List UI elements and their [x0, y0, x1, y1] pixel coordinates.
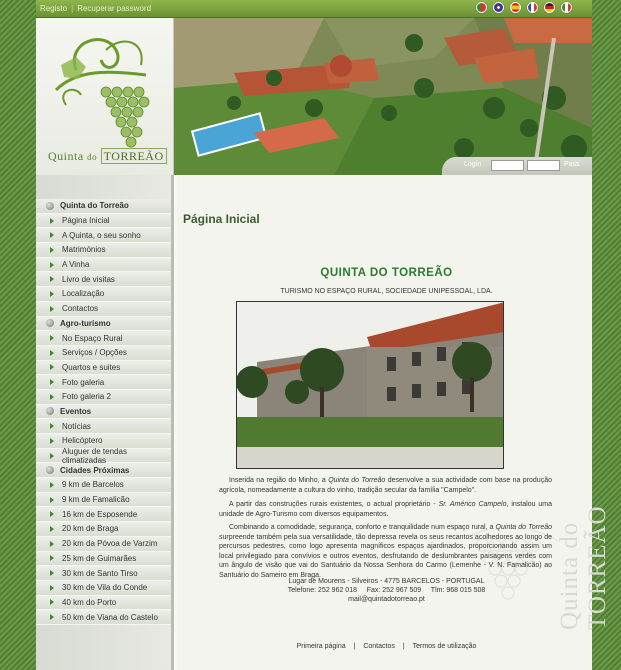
intro-paragraph-1: Inserida na região do Minho, a Quinta do Torreão desenvolve a sua actividade com base na produção agrícola, nomeadamente a cultura do vinho, tradição secular da família "Campelo".: [219, 477, 552, 494]
contact-info: [219, 577, 554, 604]
sidebar-item-label: Página Inicial: [62, 216, 110, 226]
arrow-right-icon: [50, 555, 54, 561]
arrow-right-icon: [50, 585, 54, 591]
sidebar-item[interactable]: [36, 610, 171, 625]
sidebar-item-label: 20 km de Braga: [62, 524, 119, 534]
sidebar-item-label: Serviços / Opções: [62, 348, 127, 358]
sidebar-item[interactable]: [36, 493, 171, 508]
sidebar-item-label: 30 km de Vila do Conde: [62, 583, 148, 593]
sidebar-item[interactable]: [36, 390, 171, 405]
bullet-icon: [46, 202, 54, 210]
bullet-icon: [46, 319, 54, 327]
portuguese-flag-icon[interactable]: [476, 2, 487, 13]
sidebar-item[interactable]: [36, 331, 171, 346]
sidebar-item[interactable]: [36, 581, 171, 596]
page: [36, 0, 611, 670]
arrow-right-icon: [50, 614, 54, 620]
sidebar-item[interactable]: [36, 596, 171, 611]
sidebar-item-label: Foto galeria 2: [62, 392, 111, 402]
sidebar-section-title: Eventos: [60, 406, 92, 416]
sidebar-item-label: Contactos: [62, 304, 99, 314]
login-username-input[interactable]: [491, 160, 524, 171]
italian-flag-icon[interactable]: [561, 2, 572, 13]
sidebar-item-label: 40 km do Porto: [62, 597, 117, 607]
sidebar-item[interactable]: [36, 522, 171, 537]
arrow-right-icon: [50, 364, 54, 370]
footer-terms-link[interactable]: Termos de utilização: [412, 643, 477, 650]
sidebar-item[interactable]: [36, 537, 171, 552]
login-password-input[interactable]: [527, 160, 560, 171]
footer-contacts-link[interactable]: Contactos: [363, 643, 395, 650]
sidebar-section-header: [36, 199, 171, 214]
arrow-right-icon: [50, 379, 54, 385]
address-line: Lugar de Mourens - Silveiros - 4775 BARCELOS - PORTUGAL: [288, 578, 485, 585]
arrow-right-icon: [50, 394, 54, 400]
sidebar-item[interactable]: [36, 375, 171, 390]
sidebar-item[interactable]: [36, 346, 171, 361]
footer-links: [219, 643, 554, 650]
sidebar-item-label: Helicóptero: [62, 436, 103, 446]
sidebar-item-label: 30 km de Santo Tirso: [62, 568, 138, 578]
logo-torreao: TORREÃO: [101, 148, 167, 164]
sidebar-section-title: Quinta do Torreão: [60, 201, 129, 211]
arrow-right-icon: [50, 247, 54, 253]
main-subheading: TURISMO NO ESPAÇO RURAL, SOCIEDADE UNIPESSOAL, LDA.: [280, 288, 493, 295]
page-title: Página Inicial: [183, 212, 260, 226]
sidebar-item[interactable]: [36, 302, 171, 317]
top-links: [40, 4, 155, 13]
arrow-right-icon: [50, 218, 54, 224]
german-flag-icon[interactable]: [544, 2, 555, 13]
building-photo: [236, 301, 504, 469]
sidebar-item-label: Quartos e suites: [62, 362, 121, 372]
recover-password-link[interactable]: Recuperar password: [77, 4, 152, 13]
arrow-right-icon: [50, 497, 54, 503]
sidebar-item-label: 9 km de Famalicão: [62, 495, 130, 505]
watermark-text: Quinta do TORREÃO: [556, 505, 611, 630]
sidebar: [36, 175, 174, 670]
arrow-right-icon: [50, 482, 54, 488]
footer-separator: |: [353, 643, 356, 650]
sidebar-item-label: Livro de visitas: [62, 274, 115, 284]
sidebar-item[interactable]: [36, 243, 171, 258]
arrow-right-icon: [50, 453, 54, 459]
logo-quinta: Quinta: [48, 149, 84, 163]
sidebar-item[interactable]: [36, 566, 171, 581]
sidebar-item-label: Matrimónios: [62, 245, 106, 255]
main-content: [177, 175, 611, 670]
french-flag-icon[interactable]: [527, 2, 538, 13]
sidebar-item[interactable]: [36, 552, 171, 567]
arrow-right-icon: [50, 526, 54, 532]
arrow-right-icon: [50, 570, 54, 576]
sidebar-item[interactable]: [36, 446, 171, 465]
sidebar-item-label: A Vinha: [62, 260, 90, 270]
email-link[interactable]: mail@quintadotorreao.pt: [348, 596, 425, 603]
grape-vine-logo-icon: [46, 30, 164, 150]
top-bar: [36, 0, 592, 18]
sidebar-item-label: Notícias: [62, 421, 91, 431]
sidebar-item-label: Foto galeria: [62, 377, 105, 387]
arrow-right-icon: [50, 438, 54, 444]
arrow-right-icon: [50, 306, 54, 312]
main-heading: QUINTA DO TORREÃO: [320, 267, 453, 279]
top-separator: |: [71, 4, 74, 13]
arrow-right-icon: [50, 262, 54, 268]
sidebar-section-header: [36, 463, 171, 478]
sidebar-section-title: Agro-turismo: [60, 318, 111, 328]
header-aerial-photo: [174, 18, 592, 175]
sidebar-item-label: Aluguer de tendas climatizadas: [62, 446, 127, 465]
login-label: Login: [464, 161, 482, 168]
sidebar-item-label: 9 km de Barcelos: [62, 480, 124, 490]
sidebar-item[interactable]: [36, 507, 171, 522]
sidebar-item[interactable]: [36, 228, 171, 243]
sidebar-item[interactable]: [36, 258, 171, 273]
footer-separator: |: [402, 643, 405, 650]
sidebar-section-header: [36, 405, 171, 420]
logo-do: do: [87, 152, 98, 162]
spanish-flag-icon[interactable]: [510, 2, 521, 13]
arrow-right-icon: [50, 276, 54, 282]
sidebar-item-label: 16 km de Esposende: [62, 509, 138, 519]
sidebar-item[interactable]: [36, 287, 171, 302]
bullet-icon: [46, 407, 54, 415]
register-link[interactable]: Registo: [40, 4, 68, 13]
arrow-right-icon: [50, 511, 54, 517]
arrow-right-icon: [50, 599, 54, 605]
sidebar-item[interactable]: [36, 419, 171, 434]
sidebar-item[interactable]: [36, 361, 171, 376]
english-flag-icon[interactable]: [493, 2, 504, 13]
login-bar: [174, 157, 592, 175]
intro-paragraph-2: A partir das construções rurais existentes, o actual proprietário - Sr. Américo Campelo, instalou uma unidade de Agro-Turismo com diversos equipamentos.: [219, 501, 552, 518]
logo-text: [48, 149, 167, 164]
arrow-right-icon: [50, 423, 54, 429]
intro-paragraph-3: Combinando a comodidade, segurança, conforto e tranquilidade num espaço rural, a Quinta do Torreão surpreende também pela sua versatilidade, tão depressa revela os seus recantos acolhedores ao longo de percursos pedestres, como logo apresenta magníficos espaços ajardinados, proporcionando assim um local privilegiado para convívios e outros eventos, desfrutando de deslumbrantes paisagens verdes com um ângulo de visão que vai do Santuário da Nossa Senhora do Carmo (Lemenhe - V. N. Famalicão) ao Santuário do Sameiro em Braga.: [219, 524, 552, 579]
sidebar-section-header: [36, 317, 171, 332]
arrow-right-icon: [50, 291, 54, 297]
bullet-icon: [46, 466, 54, 474]
sidebar-section-title: Cidades Próximas: [60, 465, 130, 475]
sidebar-item-label: 20 km da Póvoa de Varzim: [62, 539, 158, 549]
sidebar-item-label: 50 km de Viana do Castelo: [62, 612, 158, 622]
sidebar-item-label: A Quinta, o seu sonho: [62, 230, 141, 240]
sidebar-item-label: No Espaço Rural: [62, 333, 123, 343]
sidebar-item[interactable]: [36, 214, 171, 229]
sidebar-menu: [36, 175, 171, 625]
arrow-right-icon: [50, 232, 54, 238]
language-flags: [476, 2, 572, 13]
phone-line: Telefone: 252 962 018 Fax: 252 967 509 Tlm: 968 015 508: [287, 587, 486, 594]
arrow-right-icon: [50, 541, 54, 547]
footer-home-link[interactable]: Primeira página: [296, 643, 346, 650]
sidebar-item-label: 25 km de Guimarães: [62, 553, 137, 563]
pass-label: Pass: [564, 161, 580, 168]
content-header: [219, 267, 554, 295]
sidebar-item[interactable]: [36, 478, 171, 493]
sidebar-item[interactable]: [36, 272, 171, 287]
arrow-right-icon: [50, 350, 54, 356]
logo[interactable]: [36, 18, 174, 175]
sidebar-item-label: Localização: [62, 289, 105, 299]
arrow-right-icon: [50, 335, 54, 341]
